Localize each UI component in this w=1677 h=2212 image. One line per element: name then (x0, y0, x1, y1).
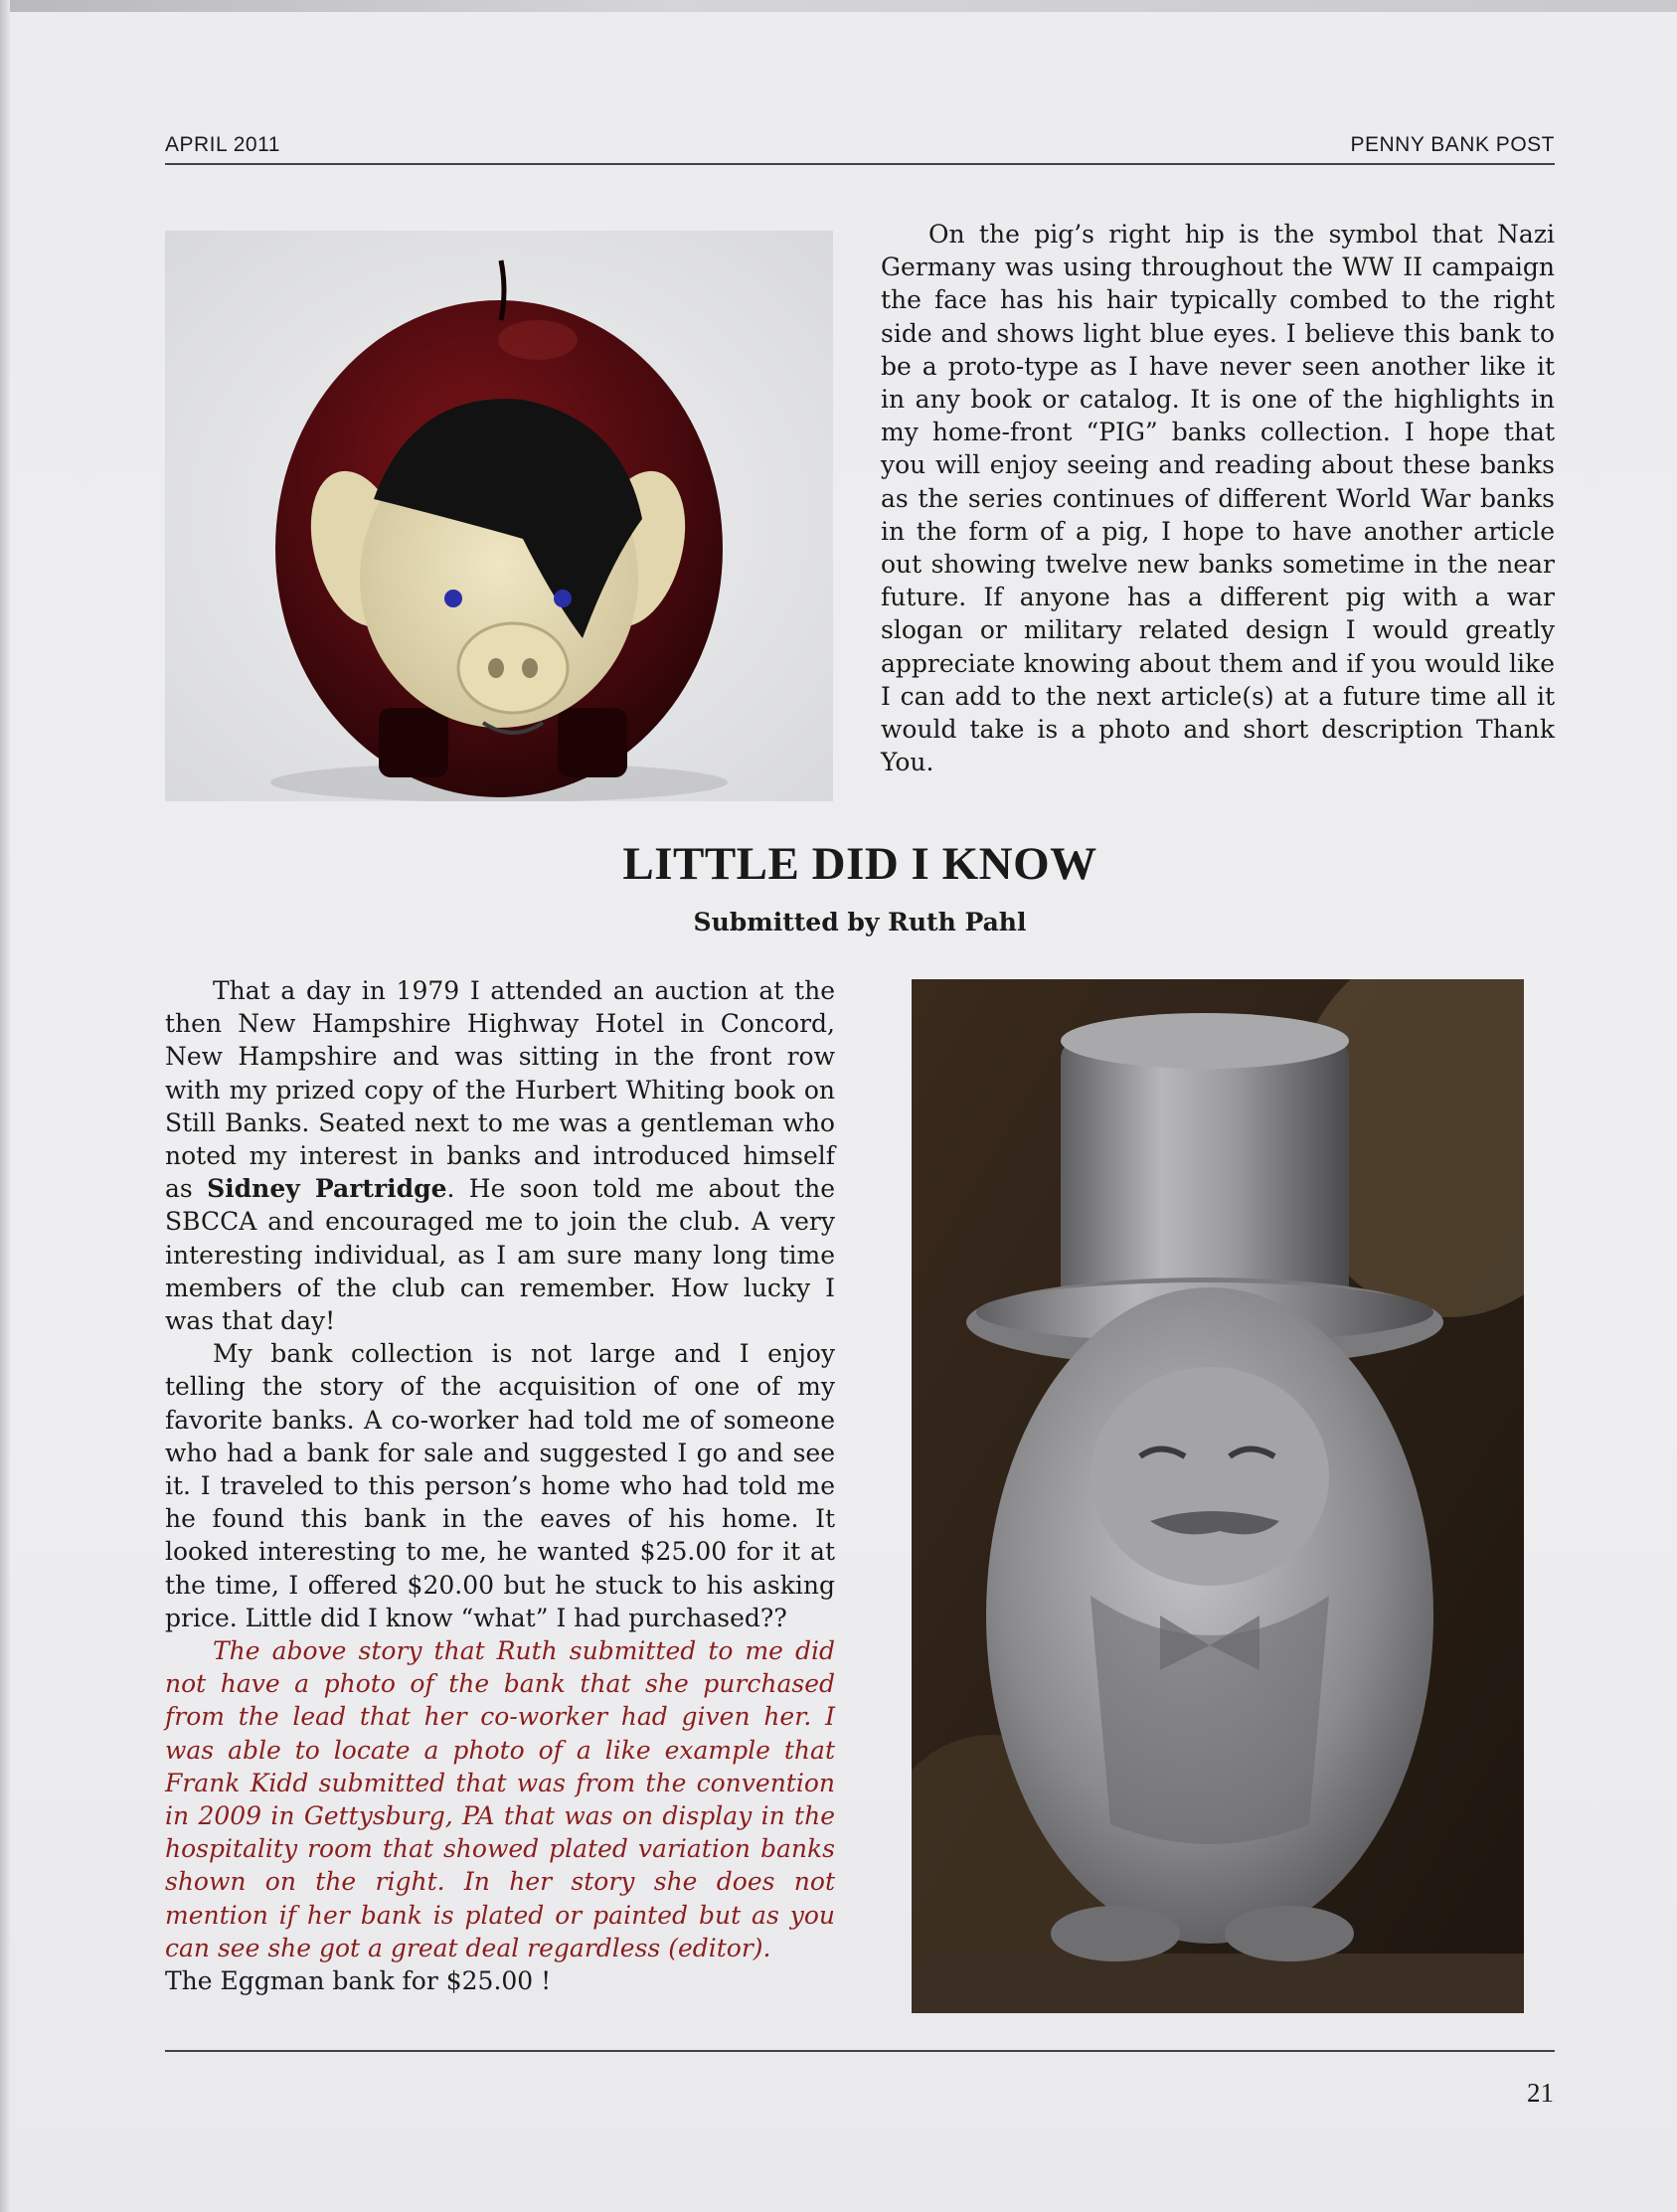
footer-rule (165, 2050, 1555, 2052)
page-number: 21 (1527, 2078, 1554, 2108)
publication-name: PENNY BANK POST (1350, 133, 1555, 156)
article-byline: Submitted by Ruth Pahl (693, 908, 1027, 936)
header-rule (165, 163, 1555, 165)
pig-bank-photo (165, 231, 833, 801)
editor-note: The above story that Ruth submitted to me did not have a photo of the bank that she purchased from the lead that her co-worker had given her. I was able to locate a photo of a like example that Frank Kidd submitted that was from the convention in 2009 in Gettysburg, PA that was on display in the hospitality room that showed plated variation banks shown on the right. In her story she does not mention if her bank is plated or painted but as you can see she got a great deal regardless (editor). (165, 1636, 835, 1962)
editor-note-paragraph (165, 1634, 835, 1964)
issue-date: APRIL 2011 (165, 133, 280, 156)
scan-top-edge (0, 0, 1677, 12)
pig-bank-photo-icon (165, 231, 833, 801)
person-name: Sidney Partridge (207, 1174, 447, 1204)
eggman-bank-photo (912, 979, 1524, 2013)
article-paragraph-2: My bank collection is not large and I enjoy telling the story of the acquisition of one of my favorite banks. A co-worker had told me of someone who had a bank for sale and suggested I go and see it. I traveled to this person’s home who had told me he found this bank in the eaves of his home. It looked interesting to me, he wanted $25.00 for it at the time, I offered $20.00 but he stuck to his asking price. Little did I know “what” I had purchased?? (165, 1339, 835, 1632)
scan-left-edge (0, 0, 10, 2212)
article-paragraph-1 (165, 974, 835, 1337)
paragraph-1-text: That a day in 1979 I attended an auction at the then New Hampshire Highway Hotel in Concord, New Hampshire and was sitting in the front row with my prized copy of the Hurbert Whiting book on Still Banks. Seated next to me was a gentleman who noted my interest in banks and introduced himself as (165, 976, 835, 1204)
eggman-bank-photo-icon (912, 979, 1524, 2013)
closing-line: The Eggman bank for $25.00 ! (165, 1966, 552, 1996)
article-body (165, 974, 835, 1997)
pig-article-text (881, 218, 1555, 778)
paragraph-1-text-end: . He soon told me about the SBCCA and encouraged me to join the club. A very interesting individual, as I am sure many long time members of the club can remember. How lucky I was that day! (165, 1174, 835, 1336)
article-title: LITTLE DID I KNOW (622, 838, 1097, 890)
page-header (165, 127, 1555, 161)
pig-article-paragraph: On the pig’s right hip is the symbol that Nazi Germany was using throughout the WW II campaign the face has his hair typically combed to the right side and shows light blue eyes. I believe this bank to be a proto-type as I have never seen another like it in any book or catalog. It is one of the highlights in my home-front “PIG” banks collection. I hope that you will enjoy seeing and reading about these banks as the series continues of different World War banks in the form of a pig, I hope to have another article out showing twelve new banks sometime in the near future. If anyone has a different pig with a war slogan or military related design I would greatly appreciate knowing about them and if you would like I can add to the next article(s) at a future time all it would take is a photo and short description Thank You. (881, 220, 1555, 777)
